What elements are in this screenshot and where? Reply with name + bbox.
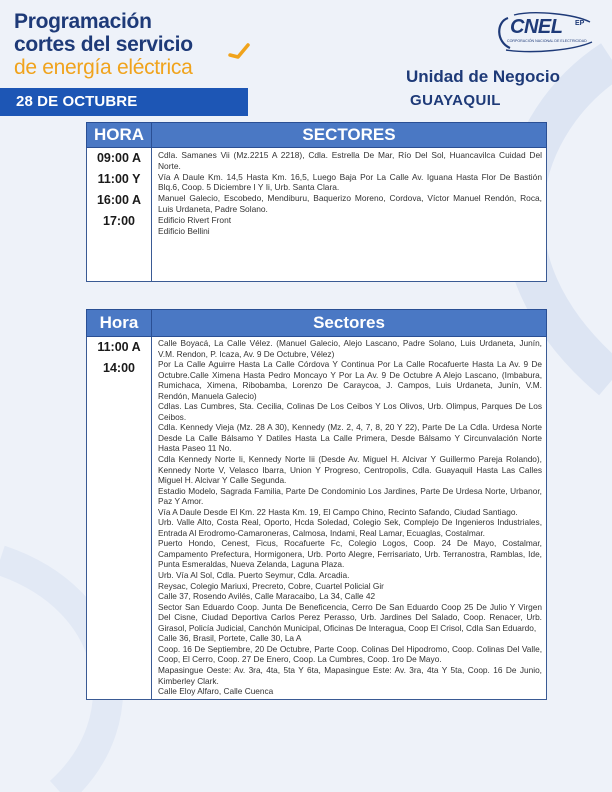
sector-entry: Por La Calle Aguirre Hasta La Calle Córdova Y Continua Por La Calle Rocafuerte Hasta La Av. 9 De Octubre.Calle Ximena Hasta Pedro Moncayo Y Por La Av. 9 De Octubre A Alejo Lascano, (Imbabura, Rumichaca, Ximena, Ribobamba, Lorenzo De Caraycoa, J. Campos, Luis Urdaneta, Junín, V.M. Rendón, Manuela Galecio): [158, 359, 542, 401]
sector-entry: Edificio Rivert Front: [158, 214, 232, 225]
sector-entry: Cdlas. Las Cumbres, Sta. Cecilia, Colinas De Los Ceibos Y Los Olivos, Urb. Olimpus, Parques De Los Ceibos.: [158, 401, 542, 422]
table-header-row: [87, 123, 547, 148]
sector-entry: Puerto Hondo, Cenest, Ficus, Rocafuerte Fc, Colegio Logos, Coop. 24 De Mayo, Costalmar, Campamento Prefectura, Hormigonera, Urb. Porto Alegre, Ferrisariato, Urb. Terranostra, Ramblas, Ide, Punta Esmeraldas, Nueva Zelanda, Laguna Plaza.: [158, 538, 542, 570]
hora-line: 17:00: [103, 214, 135, 228]
date-label: 28 DE OCTUBRE: [16, 93, 138, 110]
hora-line: 11:00 Y: [97, 172, 141, 186]
page-title: [14, 10, 193, 79]
sector-entry: Calle Eloy Alfaro, Calle Cuenca: [158, 686, 274, 697]
sector-entry: Mapasingue Oeste: Av. 3ra, 4ta, 5ta Y 6ta, Mapasingue Este: Av. 3ra, 4ta Y 5ta, Coop. 16 De Junio, Kimberley Clark.: [158, 664, 542, 686]
date-banner: [0, 88, 248, 116]
business-unit-label: Unidad de Negocio: [406, 67, 560, 86]
sector-entry: Vía A Daule Km. 14,5 Hasta Km. 16,5, Luego Baja Por La Calle Av. Iguana Hasta Flor De Bastión Blq.6, Coop. 5 Diciembre I Y Ii, Urb. Santa Clara.: [158, 171, 542, 193]
sector-entry: Cdla. Kennedy Vieja (Mz. 28 A 30), Kennedy (Mz. 2, 4, 7, 8, 20 Y 22), Parte De La Cdla. Urdesa Norte Desde La Calle Bálsamo Y Datiles Hasta La Calle Primera, Desde Bálsamo Y Circunvalación Norte Hasta Paseo 11 No.: [158, 422, 542, 454]
sectores-cell: [152, 337, 547, 700]
title-line-1: Programación: [14, 10, 152, 33]
sector-entry: Coop. 16 De Septiembre, 20 De Octubre, Parte Coop. Colinas Del Hipodromo, Coop. Colinas Del Valle, Coop, El Cerro, Coop. 27 De Enero, Coop. La Cumbres, Coop. 1ro De Mayo.: [158, 643, 542, 665]
table-header-row: [87, 310, 547, 337]
hora-line: 11:00 A: [97, 340, 141, 354]
schedule-table-2: [86, 309, 547, 700]
hora-cell: [87, 148, 152, 282]
title-line-2: cortes del servicio: [14, 33, 193, 56]
sector-entry: Vía A Daule Desde El Km. 22 Hasta Km. 19, El Campo Chino, Recinto Safando, Ciudad Santiago.: [158, 506, 518, 517]
sector-entry: Sector San Eduardo Coop. Junta De Beneficencia, Cerro De San Eduardo Coop 25 De Julio Y Virgen Del Cisne, Ciudad Deportiva Carlos Perez Perasso, Urb. Jardines Del Salado, Coop. Renacer, Urb. Girasol, Policía Judicial, Canchón Municipal, Oficinas De Interagua, Coop El Crisol, Cdla San Eduardo,: [158, 601, 542, 633]
header-hora: Hora: [87, 310, 152, 337]
sector-entry: Cdla Kennedy Norte Ii, Kennedy Norte Iii (Desde Av. Miguel H. Alcivar Y Guillermo Pareja Rolando), Kennedy Norte V, Velasco Ibarra, Union Y Progreso, Centropolis, Cdla. Guayaquil Hasta Las Calles Miguel H. Alcivar Y Calle Segunda.: [158, 454, 542, 486]
sector-entry: Cdla. Samanes Vii (Mz.2215 A 2218), Cdla. Estrella De Mar, Río Del Sol, Huancavilca Cuidad Del Norte.: [158, 150, 542, 171]
sector-entry: Reysac, Colegio Mariuxi, Precreto, Cobre, Cuartel Policial Gir: [158, 580, 384, 591]
hora-line: 16:00 A: [96, 193, 141, 207]
header-sectores: SECTORES: [152, 123, 547, 148]
sector-entry: Calle Boyacá, La Calle Vélez. (Manuel Galecio, Alejo Lascano, Padre Solano, Luis Urdaneta, Junín, V.M. Rendon, P. Icaza, Av. 9 De Octubre, Vélez): [158, 338, 542, 359]
sector-entry: Urb. Vía Al Sol, Cdla. Puerto Seymur, Cdla. Arcadia.: [158, 570, 350, 581]
sector-entry: Calle 36, Brasil, Portete, Calle 30, La A: [158, 633, 302, 644]
sector-entry: Estadio Modelo, Sagrada Familia, Parte De Condominio Los Jardines, Parte De Urdesa Norte, Urbanor, Paz Y Amor.: [158, 485, 542, 507]
header-hora: HORA: [87, 123, 152, 148]
title-line-3: de energía eléctrica: [14, 56, 193, 79]
logo-name: CNEL: [510, 16, 563, 38]
lightning-check-icon: [228, 43, 250, 59]
logo-subtitle: CORPORACIÓN NACIONAL DE ELECTRICIDAD: [507, 39, 587, 43]
header-sectores: Sectores: [152, 310, 547, 337]
table-row: [87, 337, 547, 700]
sector-entry: Edificio Bellini: [158, 225, 210, 236]
sector-entry: Urb. Valle Alto, Costa Real, Oporto, Hcda Soledad, Colegio Sek, Complejo De Ingenieros Industriales, Entrada Al Erodromo-Camaroneras, Calmosa, Indami, Real Lamar, Ecuaglas, Costalmar.: [158, 517, 542, 538]
business-unit-city: GUAYAQUIL: [410, 92, 501, 109]
hora-cell: [87, 337, 152, 700]
sector-entry: Manuel Galecio, Escobedo, Mendiburu, Baquerizo Moreno, Cordova, Víctor Manuel Rendón, Roca, Luis Urdaneta, Padre Solano.: [158, 193, 542, 214]
hora-line: 09:00 A: [96, 151, 141, 165]
hora-line: 14:00: [103, 361, 135, 375]
table-row: [87, 148, 547, 282]
sector-entry: Calle 37, Rosendo Avilés, Calle Maracaibo, La 34, Calle 42: [158, 591, 376, 602]
schedule-table-1: [86, 122, 547, 282]
sectores-cell: [152, 148, 547, 282]
logo-suffix: EP: [575, 20, 585, 27]
